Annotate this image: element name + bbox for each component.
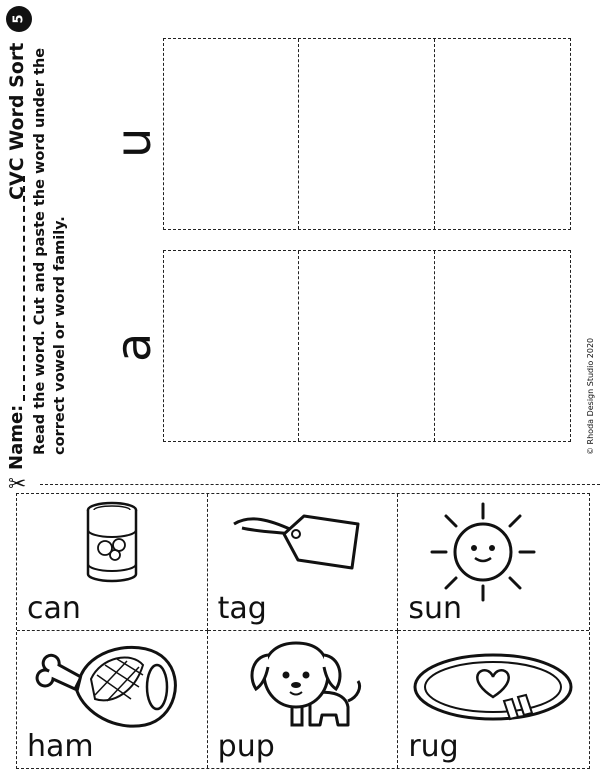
cut-line	[40, 484, 600, 485]
instructions-line-1: Read the word. Cut and paste the word under the	[32, 47, 48, 455]
drop-cell[interactable]	[299, 39, 434, 229]
sun-icon	[428, 502, 538, 602]
name-label: Name:	[6, 404, 27, 470]
word-card-ham[interactable]	[17, 631, 208, 768]
scissors-icon: ✂	[8, 472, 27, 497]
instructions	[30, 48, 70, 455]
page-number-badge	[6, 6, 32, 32]
instructions-line-2: correct vowel or word family.	[52, 216, 68, 455]
word-card-sun[interactable]	[398, 494, 589, 631]
worksheet-title: CVC Word Sort	[6, 42, 28, 200]
word-cards	[16, 493, 590, 769]
page-number: 5	[11, 14, 27, 24]
word-label: rug	[408, 729, 459, 764]
sort-grid-a[interactable]	[163, 250, 571, 442]
word-card-tag[interactable]	[208, 494, 399, 631]
tag-icon	[230, 502, 370, 572]
name-line[interactable]	[9, 176, 25, 401]
drop-cell[interactable]	[164, 251, 299, 441]
drop-cell[interactable]	[435, 251, 570, 441]
word-label: can	[27, 591, 81, 626]
vowel-heading-a: a	[106, 332, 162, 362]
rug-icon	[408, 647, 578, 727]
ham-icon	[35, 635, 185, 731]
word-label: tag	[217, 591, 267, 626]
word-label: sun	[408, 591, 462, 626]
drop-cell[interactable]	[435, 39, 570, 229]
word-label: pup	[217, 729, 275, 764]
word-label: ham	[27, 729, 94, 764]
vowel-heading-u: u	[106, 127, 162, 158]
drop-cell[interactable]	[164, 39, 299, 229]
sort-grid-u[interactable]	[163, 38, 571, 230]
pup-icon	[244, 637, 370, 733]
can-icon	[81, 500, 143, 584]
copyright: © Rhoda Design Studio 2020	[586, 337, 595, 455]
name-field[interactable]	[6, 176, 27, 470]
word-card-can[interactable]	[17, 494, 208, 631]
word-card-rug[interactable]	[398, 631, 589, 768]
drop-cell[interactable]	[299, 251, 434, 441]
word-card-pup[interactable]	[208, 631, 399, 768]
